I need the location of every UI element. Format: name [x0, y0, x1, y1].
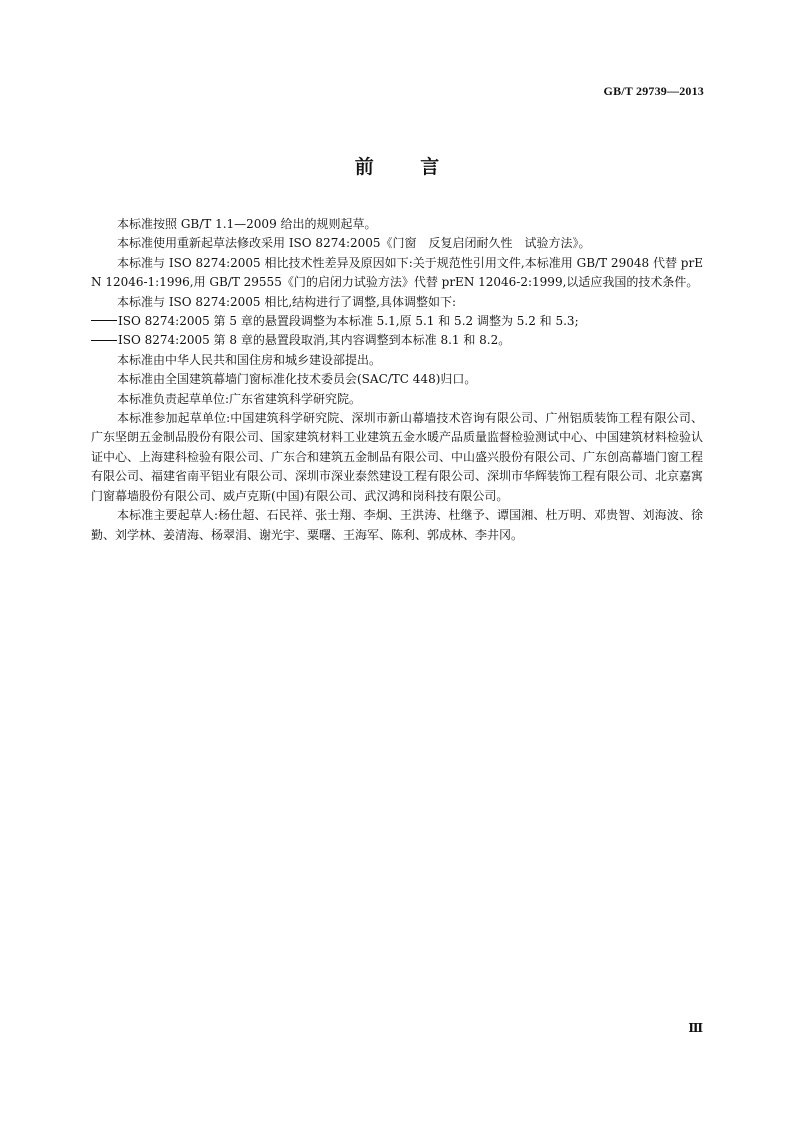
page-number: Ⅲ — [688, 1021, 703, 1035]
list-item — [91, 312, 703, 331]
paragraph-participating-units: 本标准参加起草单位:中国建筑科学研究院、深圳市新山幕墙技术咨询有限公司、广州铝质装饰工程有限公司、广东坚朗五金制品股份有限公司、国家建筑材料工业建筑五金水暖产品质量监督检验测试中心、中国建筑材料检验认证中心、上海建科检验有限公司、广东合和建筑五金制品有限公司、中山盛兴股份有限公司、广东创高幕墙门窗工程有限公司、福建省南平铝业有限公司、深圳市深业泰然建设工程有限公司、深圳市华辉装饰工程有限公司、北京嘉寓门窗幕墙股份有限公司、威卢克斯(中国)有限公司、武汉鸿和岗科技有限公司。 — [91, 411, 704, 503]
paragraph-technical-committee: 本标准由全国建筑幕墙门窗标准化技术委员会(SAC/TC 448)归口。 — [117, 372, 477, 387]
em-dash-mark — [91, 320, 117, 321]
list-item-text: ISO 8274:2005 第 5 章的悬置段调整为本标准 5.1,原 5.1 和 5.2 调整为 5.2 和 5.3; — [118, 314, 579, 329]
paragraph-technical-differences: 本标准与 ISO 8274:2005 相比技术性差异及原因如下:关于规范性引用文件,本标准用 GB/T 29048 代替 prEN 12046-1:1996,用 GB/T 29555《门的启闭力试验方法》代替 prEN 12046-2:1999,以适应我国的技术条件。 — [91, 255, 703, 290]
page-title: 前 言 — [354, 156, 460, 178]
list-item — [91, 331, 703, 350]
paragraph-adoption: 本标准使用重新起草法修改采用 ISO 8274:2005《门窗 反复启闭耐久性 试验方法》。 — [117, 236, 591, 251]
paragraph-lead-drafting-unit: 本标准负责起草单位:广东省建筑科学研究院。 — [117, 391, 362, 406]
paragraph-drafting-rules: 本标准按照 GB/T 1.1—2009 给出的规则起草。 — [117, 217, 377, 231]
list-item-text: ISO 8274:2005 第 8 章的悬置段取消,其内容调整到本标准 8.1 和 8.2。 — [118, 333, 511, 348]
paragraph-structure-adjustments: 本标准与 ISO 8274:2005 相比,结构进行了调整,具体调整如下: — [117, 294, 457, 309]
document-body — [91, 215, 703, 545]
paragraph-proposer: 本标准由中华人民共和国住房和城乡建设部提出。 — [117, 352, 382, 367]
paragraph-main-drafters: 本标准主要起草人:杨仕超、石民祥、张士翔、李炯、王洪涛、杜继予、谭国湘、杜万明、邓贵智、刘海波、徐勤、刘学林、姜清海、杨翠涓、谢光宇、粟曙、王海军、陈利、郭成林、李井冈。 — [91, 508, 703, 542]
em-dash-mark — [91, 340, 117, 341]
standard-code: GB/T 29739—2013 — [603, 84, 704, 98]
